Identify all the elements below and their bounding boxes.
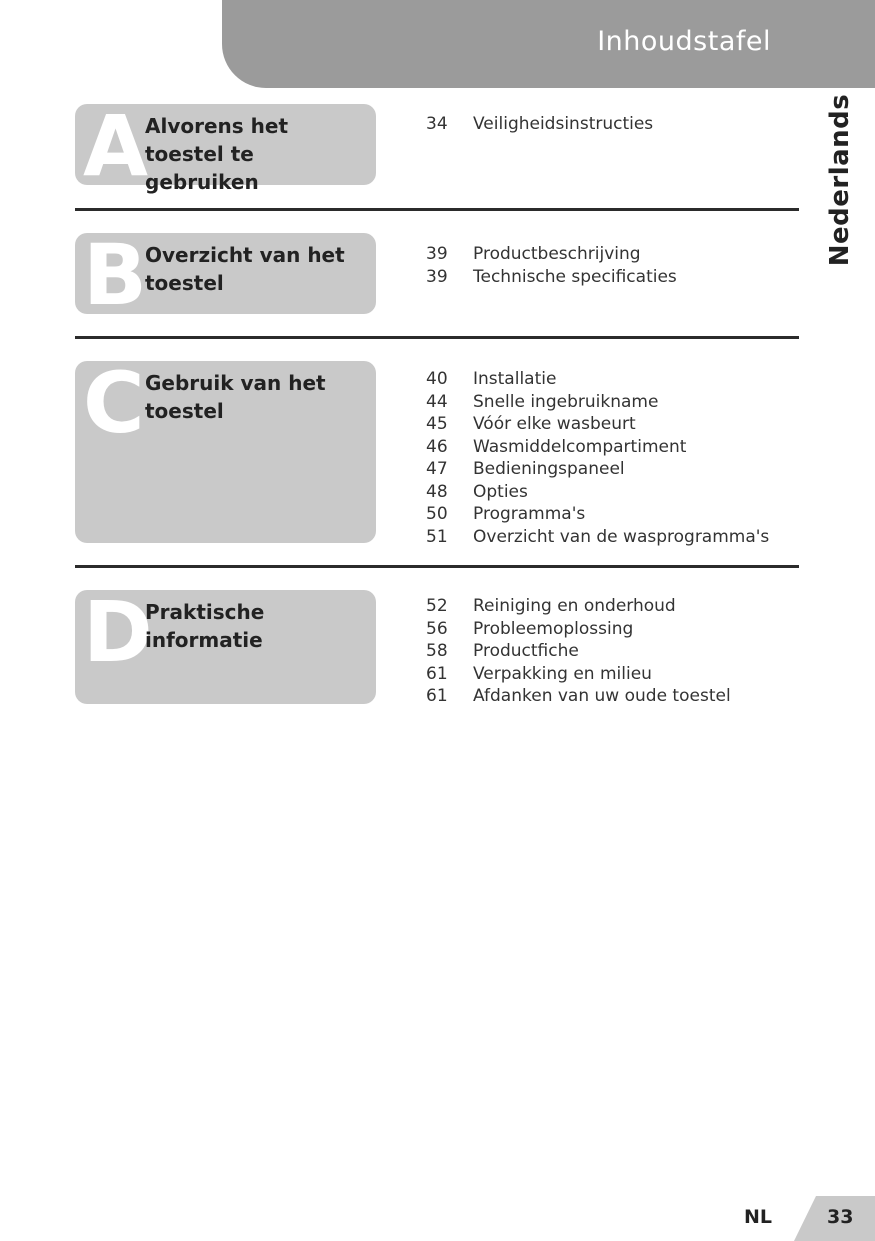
section-title: Overzicht van het toestel <box>145 243 345 295</box>
toc-entry[interactable] <box>426 503 769 526</box>
section-letter: D <box>83 583 153 681</box>
toc-page-number: 61 <box>426 663 448 684</box>
toc-entry-label: Productfiche <box>473 641 579 661</box>
toc-page-number: 52 <box>426 596 448 616</box>
toc-page-number: 44 <box>426 391 448 412</box>
toc-page-number: 61 <box>426 686 448 706</box>
toc-entry-label: Afdanken van uw oude toestel <box>473 686 731 706</box>
toc-entry-label: Programma's <box>473 504 586 524</box>
toc-page-number: 39 <box>426 266 448 287</box>
toc-entry[interactable] <box>426 266 677 289</box>
toc-entry-label: Bedieningspaneel <box>473 459 625 479</box>
toc-entry-label: Verpakking en milieu <box>473 663 652 684</box>
toc-entry[interactable] <box>426 113 653 136</box>
toc-entry[interactable] <box>426 436 769 459</box>
toc-page-number: 46 <box>426 436 448 457</box>
toc-entry-label: Snelle ingebruikname <box>473 391 659 412</box>
section-divider <box>75 336 799 339</box>
toc-entry[interactable] <box>426 481 769 504</box>
toc-entry[interactable] <box>426 368 769 391</box>
toc-entry[interactable] <box>426 595 731 618</box>
section-divider <box>75 208 799 211</box>
toc-entry[interactable] <box>426 663 731 686</box>
toc-entry[interactable] <box>426 391 769 414</box>
toc-list-a <box>426 113 653 136</box>
section-box-c <box>75 354 376 543</box>
toc-page-number: 50 <box>426 504 448 524</box>
toc-page-number: 39 <box>426 244 448 264</box>
toc-page-number: 34 <box>426 114 448 134</box>
section-divider <box>75 565 799 568</box>
toc-page-number: 45 <box>426 414 448 434</box>
toc-list-b <box>426 243 677 288</box>
toc-page-number: 40 <box>426 369 448 389</box>
section-box-d <box>75 583 376 704</box>
toc-list-c <box>426 368 769 548</box>
toc-entry-label: Technische specificaties <box>473 266 677 287</box>
footer-page-number: 33 <box>827 1206 854 1228</box>
toc-entry[interactable] <box>426 413 769 436</box>
section-title: Gebruik van het toestel <box>145 371 326 423</box>
toc-entry[interactable] <box>426 685 731 708</box>
toc-entry[interactable] <box>426 458 769 481</box>
toc-entry[interactable] <box>426 526 769 549</box>
toc-page-number: 48 <box>426 481 448 502</box>
section-title: Praktische informatie <box>145 600 265 652</box>
toc-entry-label: Productbeschrijving <box>473 244 641 264</box>
section-letter: A <box>83 97 149 195</box>
section-box-b <box>75 226 376 324</box>
toc-list-d <box>426 595 731 708</box>
toc-entry[interactable] <box>426 640 731 663</box>
header-band <box>222 0 875 88</box>
section-title: Alvorens het toestel te gebruiken <box>145 114 289 194</box>
toc-entry[interactable] <box>426 618 731 641</box>
toc-entry-label: Overzicht van de wasprogramma's <box>473 526 770 547</box>
section-letter: B <box>83 226 148 324</box>
toc-entry-label: Vóór elke wasbeurt <box>473 414 636 434</box>
page-title: Inhoudstafel <box>597 26 771 57</box>
footer-language-code: NL <box>744 1206 773 1228</box>
toc-entry-label: Installatie <box>473 369 557 389</box>
toc-page-number: 58 <box>426 641 448 661</box>
toc-page-number: 51 <box>426 526 448 547</box>
toc-entry[interactable] <box>426 243 677 266</box>
toc-page-number: 56 <box>426 618 448 639</box>
section-box-a <box>75 97 376 195</box>
toc-page-number: 47 <box>426 459 448 479</box>
section-letter: C <box>83 354 145 452</box>
toc-entry-label: Wasmiddelcompartiment <box>473 436 687 457</box>
toc-entry-label: Veiligheidsinstructies <box>473 114 654 134</box>
toc-entry-label: Opties <box>473 481 528 502</box>
language-label: Nederlands <box>825 93 855 267</box>
toc-entry-label: Probleemoplossing <box>473 618 634 639</box>
toc-entry-label: Reiniging en onderhoud <box>473 596 676 616</box>
